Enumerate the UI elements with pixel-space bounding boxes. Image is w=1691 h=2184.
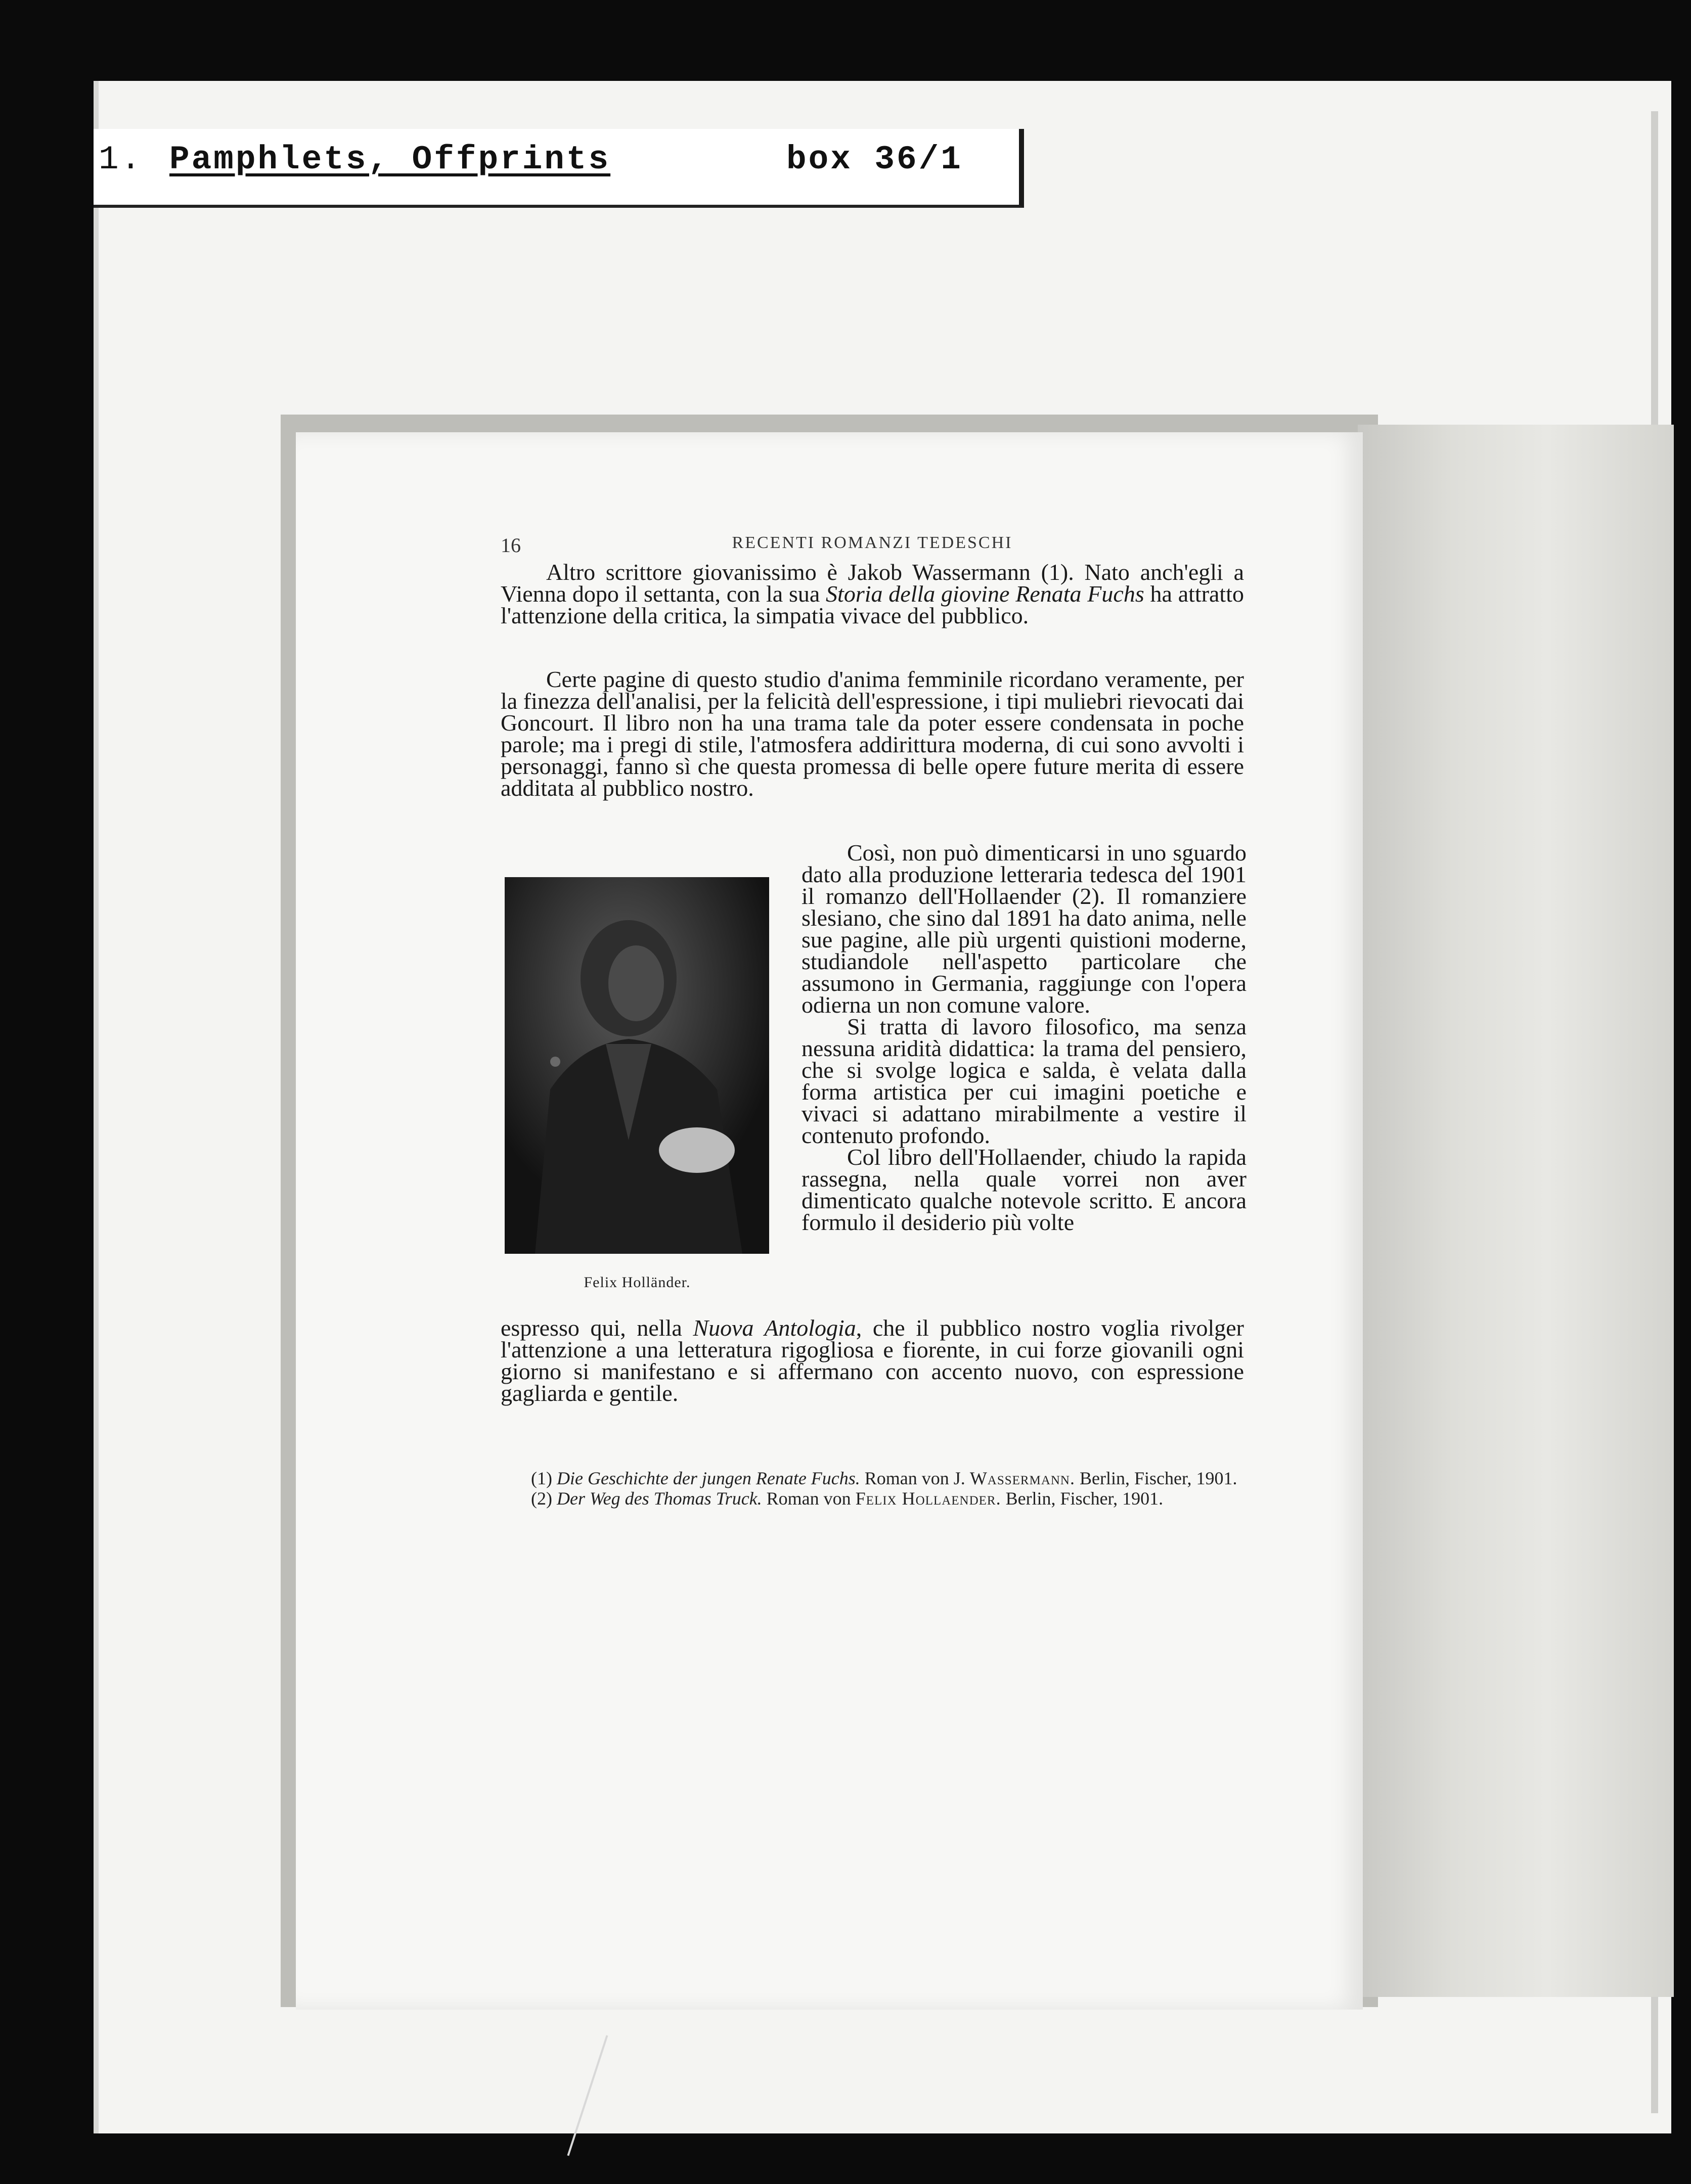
label-number: 1. [99,140,143,178]
paragraph-wassermann [501,561,1244,626]
journal-title: Nuova Antologia [693,1315,856,1341]
footnote-author: Felix Hollaender. [855,1488,1001,1509]
running-header-title: RECENTI ROMANZI TEDESCHI [732,533,1013,552]
footnote-number: (1) [531,1468,552,1488]
footnote-number: (2) [531,1488,552,1509]
portrait-image [505,877,769,1254]
paragraph-philosophical: Si tratta di lavoro filosofico, ma senza nessuna aridità didattica: la trama del pensiero, che si svolge logica e salda, è velata dalla forma artistica per cui imagini poetiche e vivaci si adattano mirabilmente a vestire il contenuto profondo. [802,1014,1247,1148]
paragraph-text: , che il pubblico nostro voglia rivolger l'attenzione a una letteratura rigogliosa e fiorente, in cui forze giovanili ogni giorno si manifestano e si affermano con accento nuovo, con espressione gagliarda e gentile. [501,1315,1244,1406]
paragraph-text: espresso qui, nella [501,1315,693,1341]
footnote-text: Berlin, Fischer, 1901. [1075,1468,1237,1488]
footnote-title: Der Weg des Thomas Truck. [556,1488,762,1509]
footnote-1 [501,1469,1244,1488]
paragraph-text: Certe pagine di questo studio d'anima femminile ricordano veramente, per la finezza dell'analisi, per la felicità dell'espressione, i tipi muliebri rievocati dai Goncourt. Il libro non ha una trama tale da poter essere condensata in poche parole; ma i pregi di stile, l'atmosfera addirittura moderna, di cui sono avvolti i personaggi, fanno sì che questa promessa di belle opere future merita di essere additata al pubblico nostro. [501,666,1244,801]
footnotes [501,1469,1244,1509]
paragraph-hollaender: Così, non può dimenticarsi in uno sguardo dato alla produzione letteraria tedesca del 1901 il romanzo dell'Hollaender (2). Il romanziere slesiano, che sino dal 1891 ha dato anima, nelle sue pagine, alle più urgenti quistioni moderne, studiandole nell'aspetto particolare che assumono in Germania, raggiunge con l'opera odierna un non comune valore. [802,840,1247,1018]
page-number: 16 [501,534,521,557]
footnote-2 [501,1489,1244,1508]
paragraph-text: Altro scrittore giovanissimo è Jakob Wassermann (1). Nato anch'egli a Vienna dopo il settanta, con la sua [501,559,1244,607]
running-header [501,533,1244,559]
footnote-text: Roman von J. [860,1468,970,1488]
footnote-text: Berlin, Fischer, 1901. [1001,1488,1164,1509]
paragraph-closing-end [501,1317,1244,1404]
label-title: Pamphlets, Offprints [169,140,611,178]
book-title: Storia della giovine Renata Fuchs [826,581,1144,607]
paragraph-text: ha attratto l'attenzione della critica, la simpatia vivace del pubblico. [501,581,1244,628]
portrait-photo [505,877,769,1254]
paragraph-closing-start: Col libro dell'Hollaender, chiudo la rapida rassegna, nella quale vorrei non aver dimenticato qualche notevole scritto. E ancora formulo il desiderio più volte [802,1144,1247,1235]
footnote-author: Wassermann. [969,1468,1075,1488]
footnote-text: Roman von [762,1488,856,1509]
paragraph-goncourt [501,668,1244,799]
portrait-caption: Felix Holländer. [584,1274,691,1291]
right-column-text [802,842,1247,1233]
label-box-number: box 36/1 [786,140,963,178]
footnote-title: Die Geschichte der jungen Renate Fuchs. [556,1468,860,1488]
booklet-back-cover [1358,425,1674,1997]
